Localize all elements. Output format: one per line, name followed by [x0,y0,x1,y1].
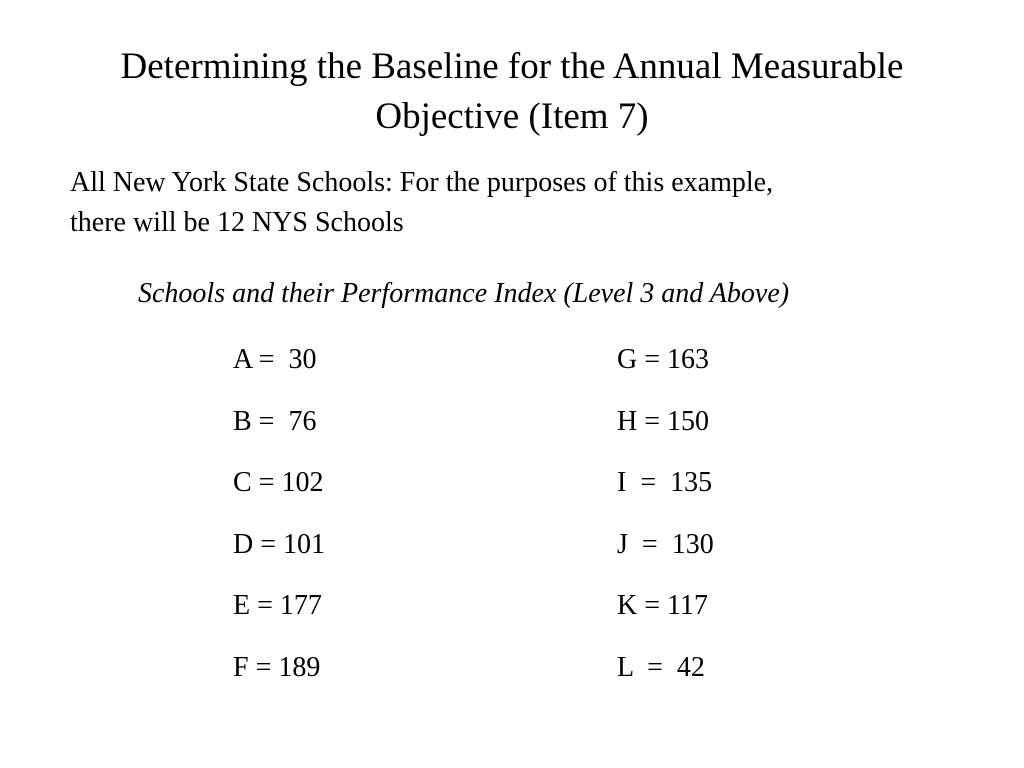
title-line-2: Objective (Item 7) [375,96,649,137]
school-entry-k: K = 117 [617,590,708,621]
school-entry-c: C = 102 [233,467,324,498]
school-entry-l: L = 42 [617,651,705,683]
school-entry-f: F = 189 [233,651,321,683]
schools-list-right [617,340,714,709]
school-entry-h: H = 150 [617,405,710,437]
intro-text [70,163,970,243]
school-entry-e: E = 177 [233,590,322,621]
intro-line-1: All New York State Schools: For the purposes of this example, [70,167,774,198]
school-entry-j: J = 130 [617,528,714,560]
schools-list-left [233,340,325,709]
title-line-1: Determining the Baseline for the Annual Measurable [120,46,904,87]
school-entry-a: A = 30 [233,344,317,375]
school-entry-d: D = 101 [233,528,326,560]
slide-title [40,42,984,142]
school-entry-g: G = 163 [617,344,710,375]
school-entry-b: B = 76 [233,405,317,437]
school-entry-i: I = 135 [617,467,713,498]
intro-line-2: there will be 12 NYS Schools [70,207,404,238]
section-subtitle: Schools and their Performance Index (Level 3 and Above) [138,278,790,309]
